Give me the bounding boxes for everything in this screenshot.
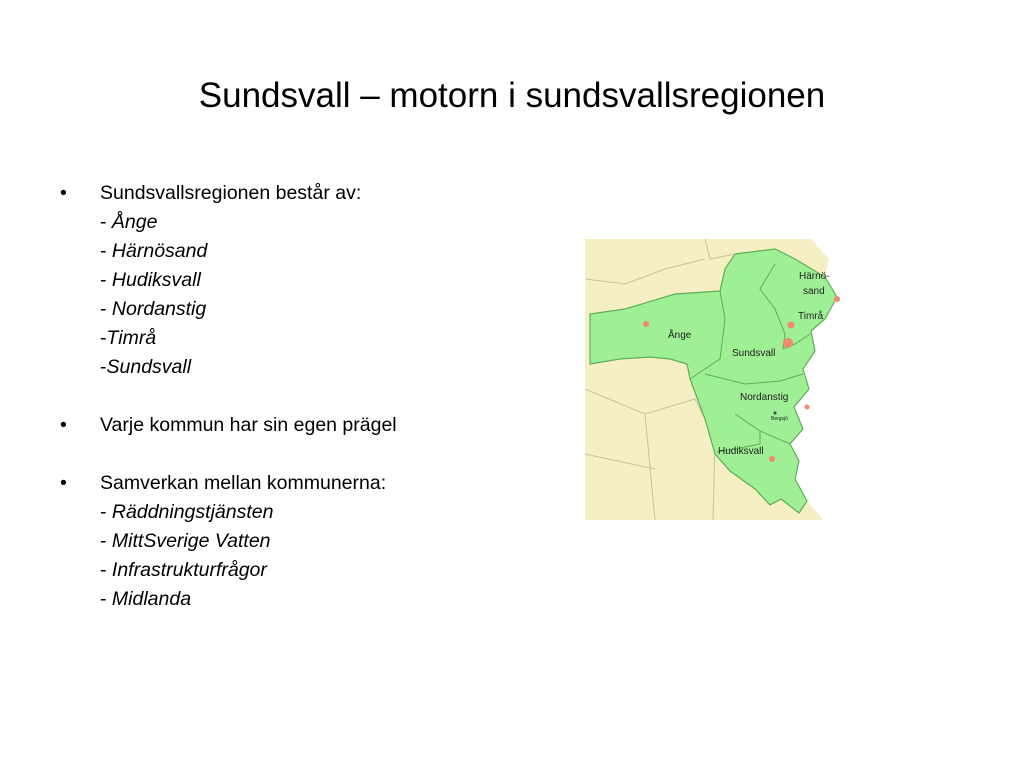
sub-item: - Räddningstjänsten: [100, 501, 274, 523]
bullet-item-cooperation: [58, 469, 538, 614]
sub-item: - Hudiksvall: [100, 269, 201, 291]
map-label-harnosand-2: sand: [803, 286, 825, 297]
bullet-symbol: •: [60, 182, 67, 204]
bullet-item-region: [58, 179, 538, 382]
bullet-text: Samverkan mellan kommunerna:: [100, 472, 387, 494]
sub-item: - Nordanstig: [100, 298, 207, 320]
slide-title: Sundsvall – motorn i sundsvallsregionen: [198, 76, 826, 115]
sub-item: -Sundsvall: [100, 356, 192, 378]
bullet-symbol: •: [60, 414, 67, 436]
nordanstig-town-dot: [805, 405, 810, 410]
bullet-text: Varje kommun har sin egen prägel: [100, 414, 397, 436]
map-label-harnosand-1: Härnö-: [799, 271, 830, 282]
bullet-list: [58, 179, 538, 614]
bergsjo-town-dot: [774, 412, 777, 415]
bullet-text: Sundsvallsregionen består av:: [100, 182, 362, 204]
region-map: [585, 239, 852, 520]
timra-town-dot: [788, 322, 795, 329]
sub-item: - Ånge: [100, 211, 158, 233]
map-label-sundsvall: Sundsvall: [732, 348, 776, 359]
bullet-symbol: •: [60, 472, 67, 494]
sub-item: - Midlanda: [100, 588, 192, 610]
map-label-ange: Ånge: [668, 330, 692, 341]
harnosand-town-dot: [834, 296, 840, 302]
sub-item: - Härnösand: [100, 240, 208, 262]
sundsvall-town-dot: [783, 338, 793, 348]
spacer: [58, 382, 538, 411]
sub-item: -Timrå: [100, 327, 157, 349]
map-label-hudiksvall: Hudiksvall: [718, 446, 764, 457]
spacer: [58, 440, 538, 469]
map-label-nordanstig: Nordanstig: [740, 392, 789, 403]
map-label-timra: Timrå: [798, 311, 824, 322]
map-label-bergsjo: Bergsjö: [771, 416, 788, 422]
region-map-svg: [585, 239, 852, 520]
hudiksvall-town-dot: [769, 456, 775, 462]
bullet-item-character: [58, 411, 538, 440]
ange-town-dot: [643, 321, 649, 327]
sub-item: - MittSverige Vatten: [100, 530, 271, 552]
sub-item: - Infrastrukturfrågor: [100, 559, 267, 581]
